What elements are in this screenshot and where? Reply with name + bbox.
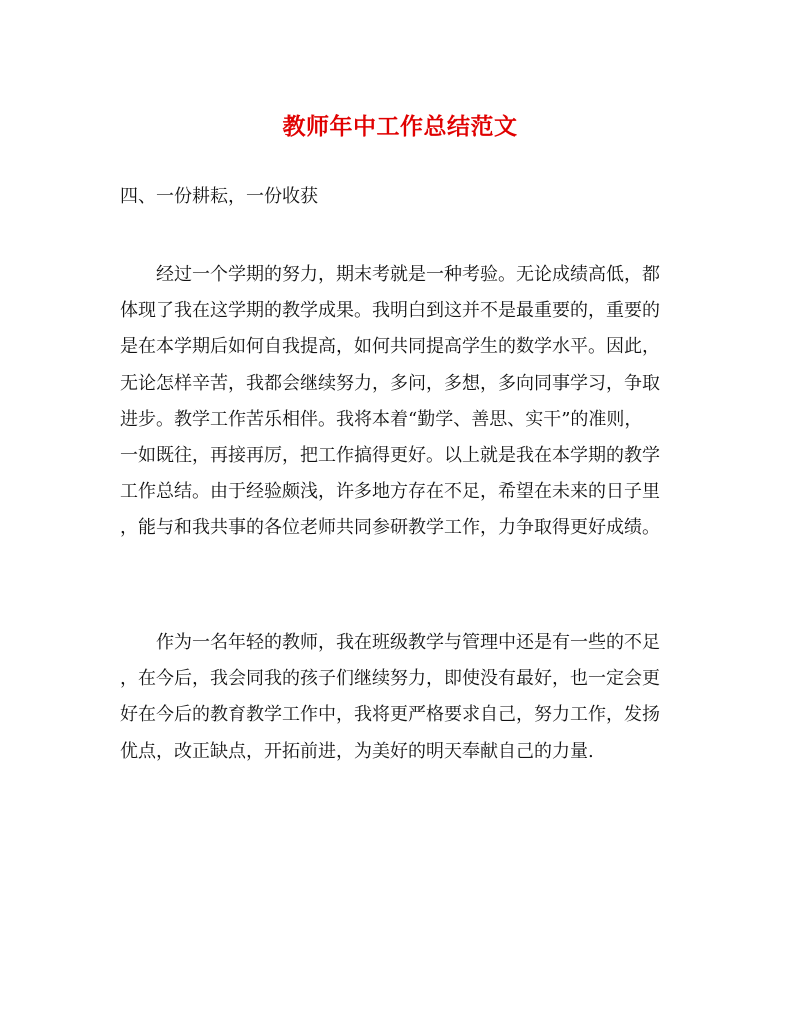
section-heading: 四、一份耕耘，一份收获 (120, 186, 318, 207)
document-title: 教师年中工作总结范文 (282, 113, 518, 140)
paragraph-line: 好在今后的教育教学工作中，我将更严格要求自己，努力工作，发扬 (120, 704, 660, 726)
paragraph-line: 无论怎样辛苦，我都会继续努力，多问，多想，多向同事学习，争取 (120, 372, 660, 394)
paragraph-2 (120, 625, 680, 770)
paragraph-line: ，能与和我共事的各位老师共同参研教学工作，力争取得更好成绩。 (120, 517, 660, 539)
paragraph-line: 优点，改正缺点，开拓前进，为美好的明天奉献自己的力量. (120, 740, 594, 762)
paragraph-1 (120, 257, 680, 547)
paragraph-line: 进步。教学工作苦乐相伴。我将本着“勤学、善思、实干”的准则， (120, 408, 643, 430)
paragraph-line: 经过一个学期的努力，期末考就是一种考验。无论成绩高低，都 (120, 264, 660, 285)
paragraph-line: 工作总结。由于经验颇浅，许多地方存在不足，希望在未来的日子里 (120, 481, 660, 503)
paragraph-line: ，在今后，我会同我的孩子们继续努力，即使没有最好，也一定会更 (120, 668, 660, 690)
paragraph-line: 作为一名年轻的教师，我在班级教学与管理中还是有一些的不足 (120, 632, 660, 653)
paragraph-line: 是在本学期后如何自我提高，如何共同提高学生的数学水平。因此， (120, 336, 660, 358)
paragraph-line: 体现了我在这学期的教学成果。我明白到这并不是最重要的，重要的 (120, 300, 660, 322)
paragraph-line: 一如既往，再接再厉，把工作搞得更好。以上就是我在本学期的教学 (120, 444, 660, 466)
